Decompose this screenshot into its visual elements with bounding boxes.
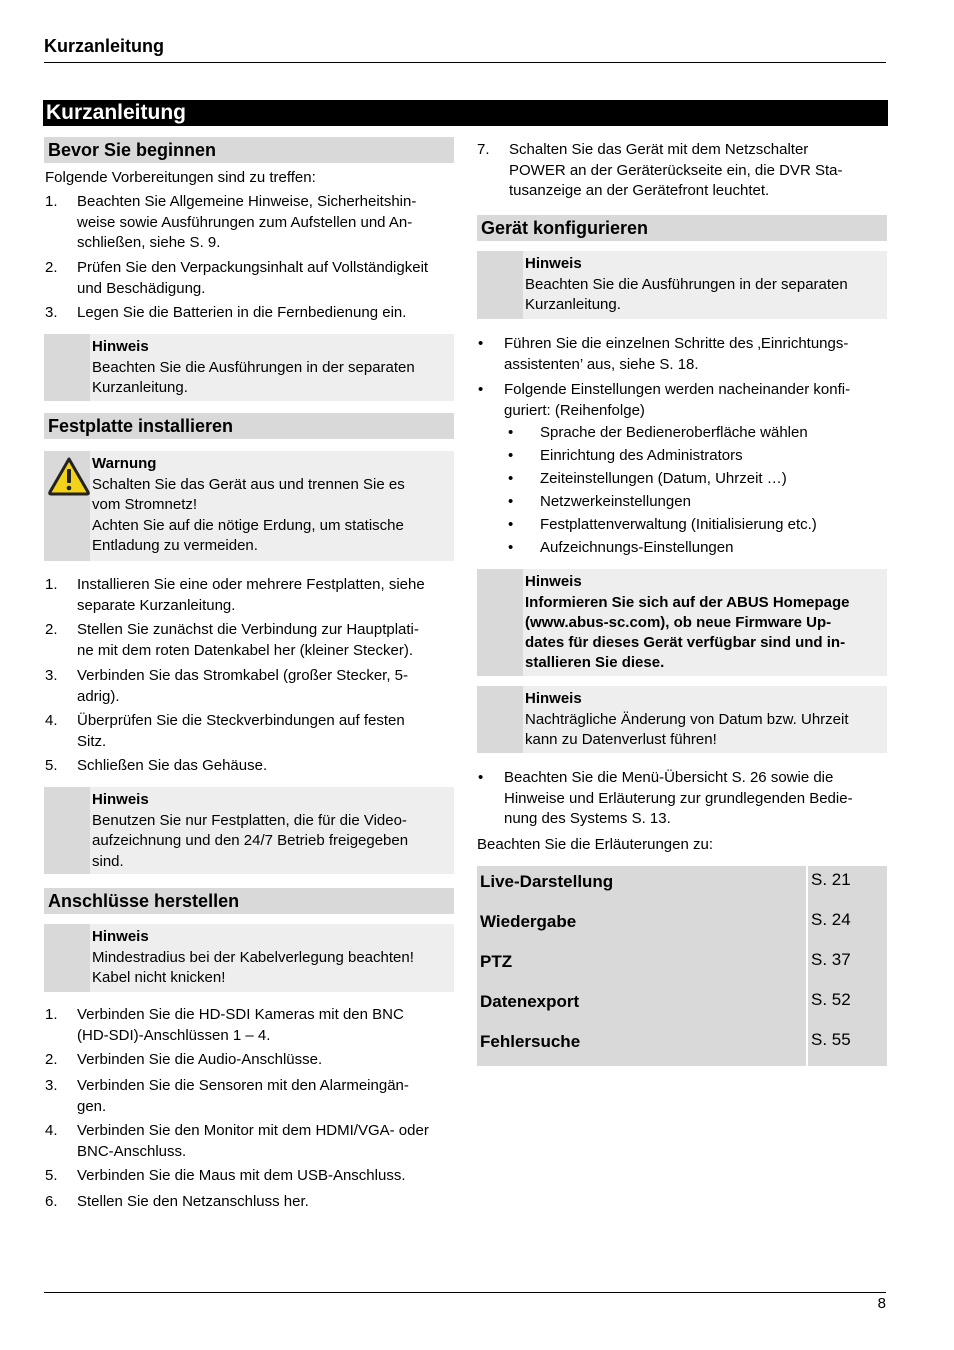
table-row	[477, 946, 887, 986]
warning-sidebar	[44, 451, 90, 561]
heading-anschluesse: Anschlüsse herstellen	[44, 888, 454, 914]
table-row	[477, 986, 887, 1026]
note-text: Mindestradius bei der Kabelverlegung beachten! Kabel nicht knicken!	[92, 948, 414, 986]
running-header: Kurzanleitung	[44, 36, 164, 56]
note-sidebar	[477, 251, 523, 319]
note-text: Nachträgliche Änderung von Datum bzw. Uhrzeit kann zu Datenverlust führen!	[525, 710, 849, 748]
warning-title: Warnung	[92, 455, 157, 472]
heading-festplatte: Festplatte installieren	[44, 413, 454, 439]
ref-page: S. 37	[811, 950, 851, 969]
table-row	[477, 906, 887, 946]
heading-bevor: Bevor Sie beginnen	[44, 137, 454, 163]
warning-text: Schalten Sie das Gerät aus und trennen Sie es vom Stromnetz! Achten Sie auf die nötige Erdung, um statische Entladung zu vermeiden.	[92, 475, 405, 554]
table-row	[477, 866, 887, 906]
note-title: Hinweis	[92, 338, 149, 355]
footer-rule	[44, 1292, 886, 1293]
note-text: Beachten Sie die Ausführungen in der separaten Kurzanleitung.	[525, 275, 848, 313]
note-title: Hinweis	[525, 573, 582, 590]
ref-page: S. 52	[811, 990, 851, 1009]
ref-topic: Fehlersuche	[477, 1026, 807, 1066]
note-title: Hinweis	[92, 928, 149, 945]
ref-page: S. 21	[811, 870, 851, 889]
ref-topic: Wiedergabe	[477, 906, 807, 946]
ref-page: S. 55	[811, 1030, 851, 1049]
note-title: Hinweis	[92, 791, 149, 808]
see-also-text: Beachten Sie die Erläuterungen zu:	[477, 836, 713, 853]
note-box	[44, 334, 454, 401]
note-title: Hinweis	[525, 690, 582, 707]
heading-konfig: Gerät konfigurieren	[477, 215, 887, 241]
note-sidebar	[44, 787, 90, 874]
note-box	[477, 251, 887, 319]
note-box	[477, 686, 887, 753]
note-text: Beachten Sie die Ausführungen in der separaten Kurzanleitung.	[92, 358, 415, 396]
note-sidebar	[44, 924, 90, 992]
note-text: Informieren Sie sich auf der ABUS Homepage (www.abus-sc.com), ob neue Firmware Up- dates für dieses Gerät verfügbar sind und in- stallieren Sie diese.	[525, 593, 850, 671]
note-title: Hinweis	[525, 255, 582, 272]
note-text: Benutzen Sie nur Festplatten, die für die Video- aufzeichnung und den 24/7 Betrieb freigegeben sind.	[92, 811, 409, 870]
table-row	[477, 1026, 887, 1066]
note-sidebar	[477, 686, 523, 753]
header-rule	[44, 62, 886, 63]
warning-triangle-icon	[47, 456, 91, 496]
ref-page: S. 24	[811, 910, 851, 929]
ref-topic: PTZ	[477, 946, 807, 986]
intro-text: Folgende Vorbereitungen sind zu treffen:	[45, 169, 316, 186]
ref-topic: Datenexport	[477, 986, 807, 1026]
note-sidebar	[477, 569, 523, 676]
note-box	[477, 569, 887, 676]
ref-topic: Live-Darstellung	[477, 866, 807, 906]
note-box	[44, 924, 454, 992]
note-box	[44, 787, 454, 874]
note-sidebar	[44, 334, 90, 401]
section-banner: Kurzanleitung	[43, 100, 888, 126]
warning-box	[44, 451, 454, 561]
page-number: 8	[877, 1295, 886, 1312]
reference-table	[477, 866, 887, 1066]
